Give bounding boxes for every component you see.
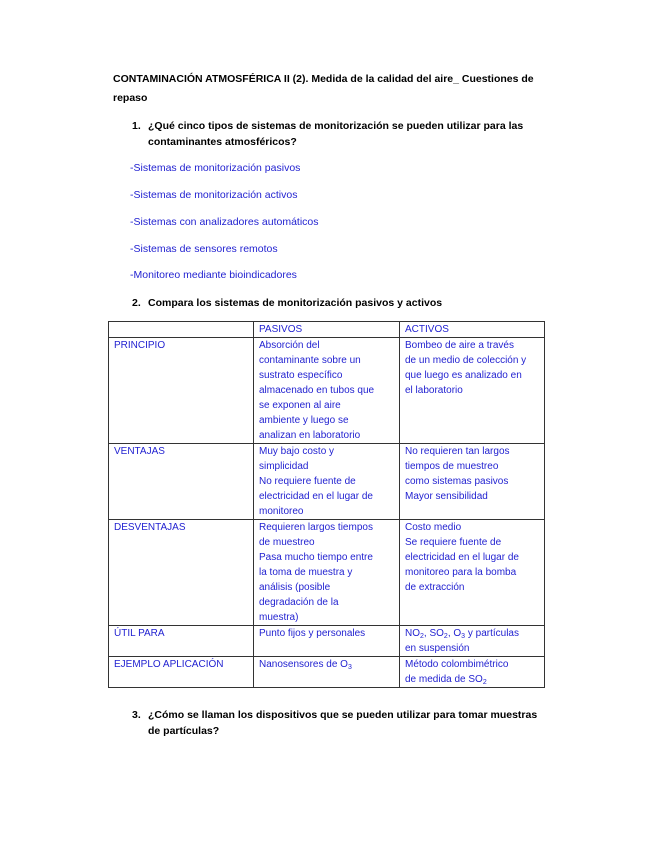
formula-subscript: 2 bbox=[443, 633, 448, 640]
cell-line: de muestreo bbox=[259, 537, 315, 548]
question-1-number: 1. bbox=[132, 120, 141, 132]
cell-line: Método colombimétrico bbox=[405, 659, 509, 670]
activos-cell bbox=[400, 626, 545, 657]
cell-line: Requieren largos tiempos bbox=[259, 522, 373, 533]
cell-line: contaminante sobre un bbox=[259, 355, 361, 366]
formula-subscript: 3 bbox=[347, 664, 352, 671]
table-header-cell: PASIVOS bbox=[254, 322, 400, 338]
formula-no: NO bbox=[405, 628, 420, 639]
pasivos-cell bbox=[254, 338, 400, 444]
question-3-number: 3. bbox=[132, 709, 141, 721]
document-title: CONTAMINACIÓN ATMOSFÉRICA II (2). Medida de la calidad del aire_ Cuestiones de repaso bbox=[113, 73, 534, 104]
cell-line: almacenado en tubos que bbox=[259, 385, 375, 396]
cell-line: monitoreo para la bomba bbox=[405, 567, 517, 578]
formula-so: , SO bbox=[423, 628, 444, 639]
cell-line: de un medio de colección y bbox=[405, 355, 527, 366]
pasivos-cell bbox=[254, 626, 400, 657]
cell-line: Mayor sensibilidad bbox=[405, 491, 488, 502]
cell-line: que luego es analizado en bbox=[405, 370, 522, 381]
cell-line: Pasa mucho tiempo entre bbox=[259, 552, 373, 563]
activos-cell bbox=[400, 444, 545, 520]
cell-line: de extracción bbox=[405, 582, 465, 593]
comparison-table bbox=[108, 321, 545, 688]
table-row bbox=[109, 520, 545, 626]
question-3 bbox=[132, 707, 542, 739]
cell-line: el laboratorio bbox=[405, 385, 463, 396]
question-2-text: Compara los sistemas de monitorización pasivos y activos bbox=[148, 297, 443, 309]
cell-line: tiempos de muestreo bbox=[405, 461, 499, 472]
cell-line: Se requiere fuente de bbox=[405, 537, 502, 548]
cell-line: como sistemas pasivos bbox=[405, 476, 509, 487]
cell-line: monitoreo bbox=[259, 506, 304, 517]
row-label: EJEMPLO APLICACIÓN bbox=[109, 657, 254, 688]
question-2 bbox=[132, 295, 532, 311]
table-row bbox=[109, 657, 545, 688]
cell-line: No requiere fuente de bbox=[259, 476, 356, 487]
cell-line: Absorción del bbox=[259, 340, 320, 351]
cell-line: analizan en laboratorio bbox=[259, 430, 361, 441]
cell-line: simplicidad bbox=[259, 461, 309, 472]
question-3-text: ¿Cómo se llaman los dispositivos que se pueden utilizar para tomar muestras de partículas? bbox=[148, 709, 538, 737]
cell-line: en suspensión bbox=[405, 643, 470, 654]
formula-text: de medida de SO bbox=[405, 674, 483, 685]
cell-line: muestra) bbox=[259, 612, 299, 623]
formula-o: , O bbox=[447, 628, 462, 639]
answer-item: -Monitoreo mediante bioindicadores bbox=[130, 269, 297, 281]
answer-item: -Sistemas de monitorización pasivos bbox=[130, 162, 301, 174]
cell-line: análisis (posible bbox=[259, 582, 331, 593]
cell-line: Costo medio bbox=[405, 522, 462, 533]
answer-item: -Sistemas con analizadores automáticos bbox=[130, 216, 319, 228]
question-1-text: ¿Qué cinco tipos de sistemas de monitorización se pueden utilizar para las contaminantes atmosféricos? bbox=[148, 120, 524, 148]
table-header-cell: ACTIVOS bbox=[400, 322, 545, 338]
question-2-number: 2. bbox=[132, 297, 141, 309]
cell-line: Punto fijos y personales bbox=[259, 628, 366, 639]
activos-cell bbox=[400, 657, 545, 688]
cell-line: ambiente y luego se bbox=[259, 415, 349, 426]
cell-line: electricidad en el lugar de bbox=[405, 552, 519, 563]
formula-rest: y partículas bbox=[465, 628, 519, 639]
cell-line: Muy bajo costo y bbox=[259, 446, 335, 457]
formula-subscript: 2 bbox=[420, 633, 424, 640]
pasivos-cell bbox=[254, 520, 400, 626]
answer-item: -Sistemas de monitorización activos bbox=[130, 189, 298, 201]
table-header-cell bbox=[109, 322, 254, 338]
table-row bbox=[109, 626, 545, 657]
cell-line bbox=[259, 657, 394, 672]
activos-cell bbox=[400, 520, 545, 626]
cell-line: se exponen al aire bbox=[259, 400, 341, 411]
formula-subscript: 2 bbox=[482, 679, 487, 686]
formula-text: Nanosensores de O bbox=[259, 659, 348, 670]
cell-line: No requieren tan largos bbox=[405, 446, 510, 457]
pasivos-cell bbox=[254, 444, 400, 520]
row-label: PRINCIPIO bbox=[109, 338, 254, 444]
row-label: ÚTIL PARA bbox=[109, 626, 254, 657]
activos-cell bbox=[400, 338, 545, 444]
cell-line: la toma de muestra y bbox=[259, 567, 353, 578]
formula-subscript: 3 bbox=[461, 633, 466, 640]
cell-line: electricidad en el lugar de bbox=[259, 491, 373, 502]
cell-line bbox=[405, 672, 539, 687]
cell-line: degradación de la bbox=[259, 597, 339, 608]
row-label: DESVENTAJAS bbox=[109, 520, 254, 626]
cell-line: Bombeo de aire a través bbox=[405, 340, 514, 351]
cell-line: sustrato específico bbox=[259, 370, 343, 381]
table-header-row bbox=[109, 322, 545, 338]
row-label: VENTAJAS bbox=[109, 444, 254, 520]
table-row bbox=[109, 338, 545, 444]
pasivos-cell bbox=[254, 657, 400, 688]
table-row bbox=[109, 444, 545, 520]
cell-line bbox=[405, 626, 539, 641]
question-1 bbox=[132, 118, 532, 150]
answer-item: -Sistemas de sensores remotos bbox=[130, 243, 278, 255]
